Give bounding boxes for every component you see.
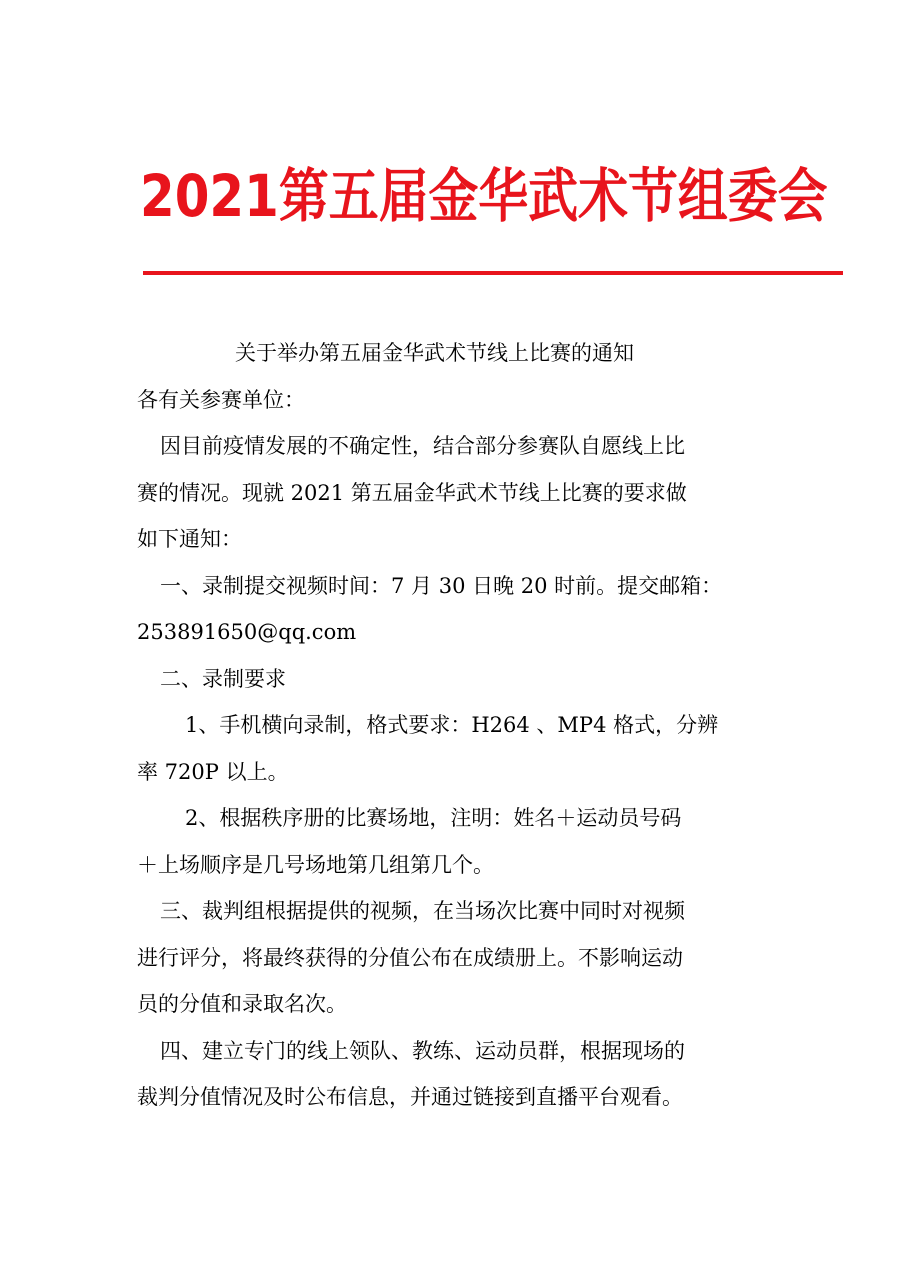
item-3-line: 三、裁判组根据提供的视频，在当场次比赛中同时对视频 <box>160 899 685 923</box>
organizer-header-title: 2021第五届金华武术节组委会 <box>140 162 828 230</box>
intro-line: 如下通知： <box>137 527 242 551</box>
item-2-heading: 二、录制要求 <box>160 666 286 691</box>
notice-body <box>137 330 777 1121</box>
item-4-line: 裁判分值情况及时公布信息，并通过链接到直播平台观看。 <box>137 1085 683 1109</box>
notice-title: 关于举办第五届金华武术节线上比赛的通知 <box>235 341 634 365</box>
salutation: 各有关参赛单位： <box>137 387 305 412</box>
intro-line: 赛的情况。现就 2021 第五届金华武术节线上比赛的要求做 <box>137 480 687 505</box>
item-3-line: 进行评分，将最终获得的分值公布在成绩册上。不影响运动 <box>137 945 683 970</box>
item-4-line: 四、建立专门的线上领队、教练、运动员群，根据现场的 <box>160 1038 685 1063</box>
header-red-rule <box>143 271 843 275</box>
intro-line: 因目前疫情发展的不确定性，结合部分参赛队自愿线上比 <box>160 434 685 458</box>
item-2-sub-1-line: 1、手机横向录制，格式要求：H264 、MP4 格式，分辨 <box>185 713 719 737</box>
submit-email: 253891650@qq.com <box>137 620 357 644</box>
item-2-sub-1-line: 率 720P 以上。 <box>137 759 289 784</box>
item-3-line: 员的分值和录取名次。 <box>137 992 347 1016</box>
item-2-sub-2-line: 2、根据秩序册的比赛场地，注明：姓名＋运动员号码 <box>185 806 682 830</box>
item-2-sub-2-line: ＋上场顺序是几号场地第几组第几个。 <box>137 852 494 877</box>
item-1-line: 一、录制提交视频时间：7 月 30 日晚 20 时前。提交邮箱： <box>160 573 723 598</box>
